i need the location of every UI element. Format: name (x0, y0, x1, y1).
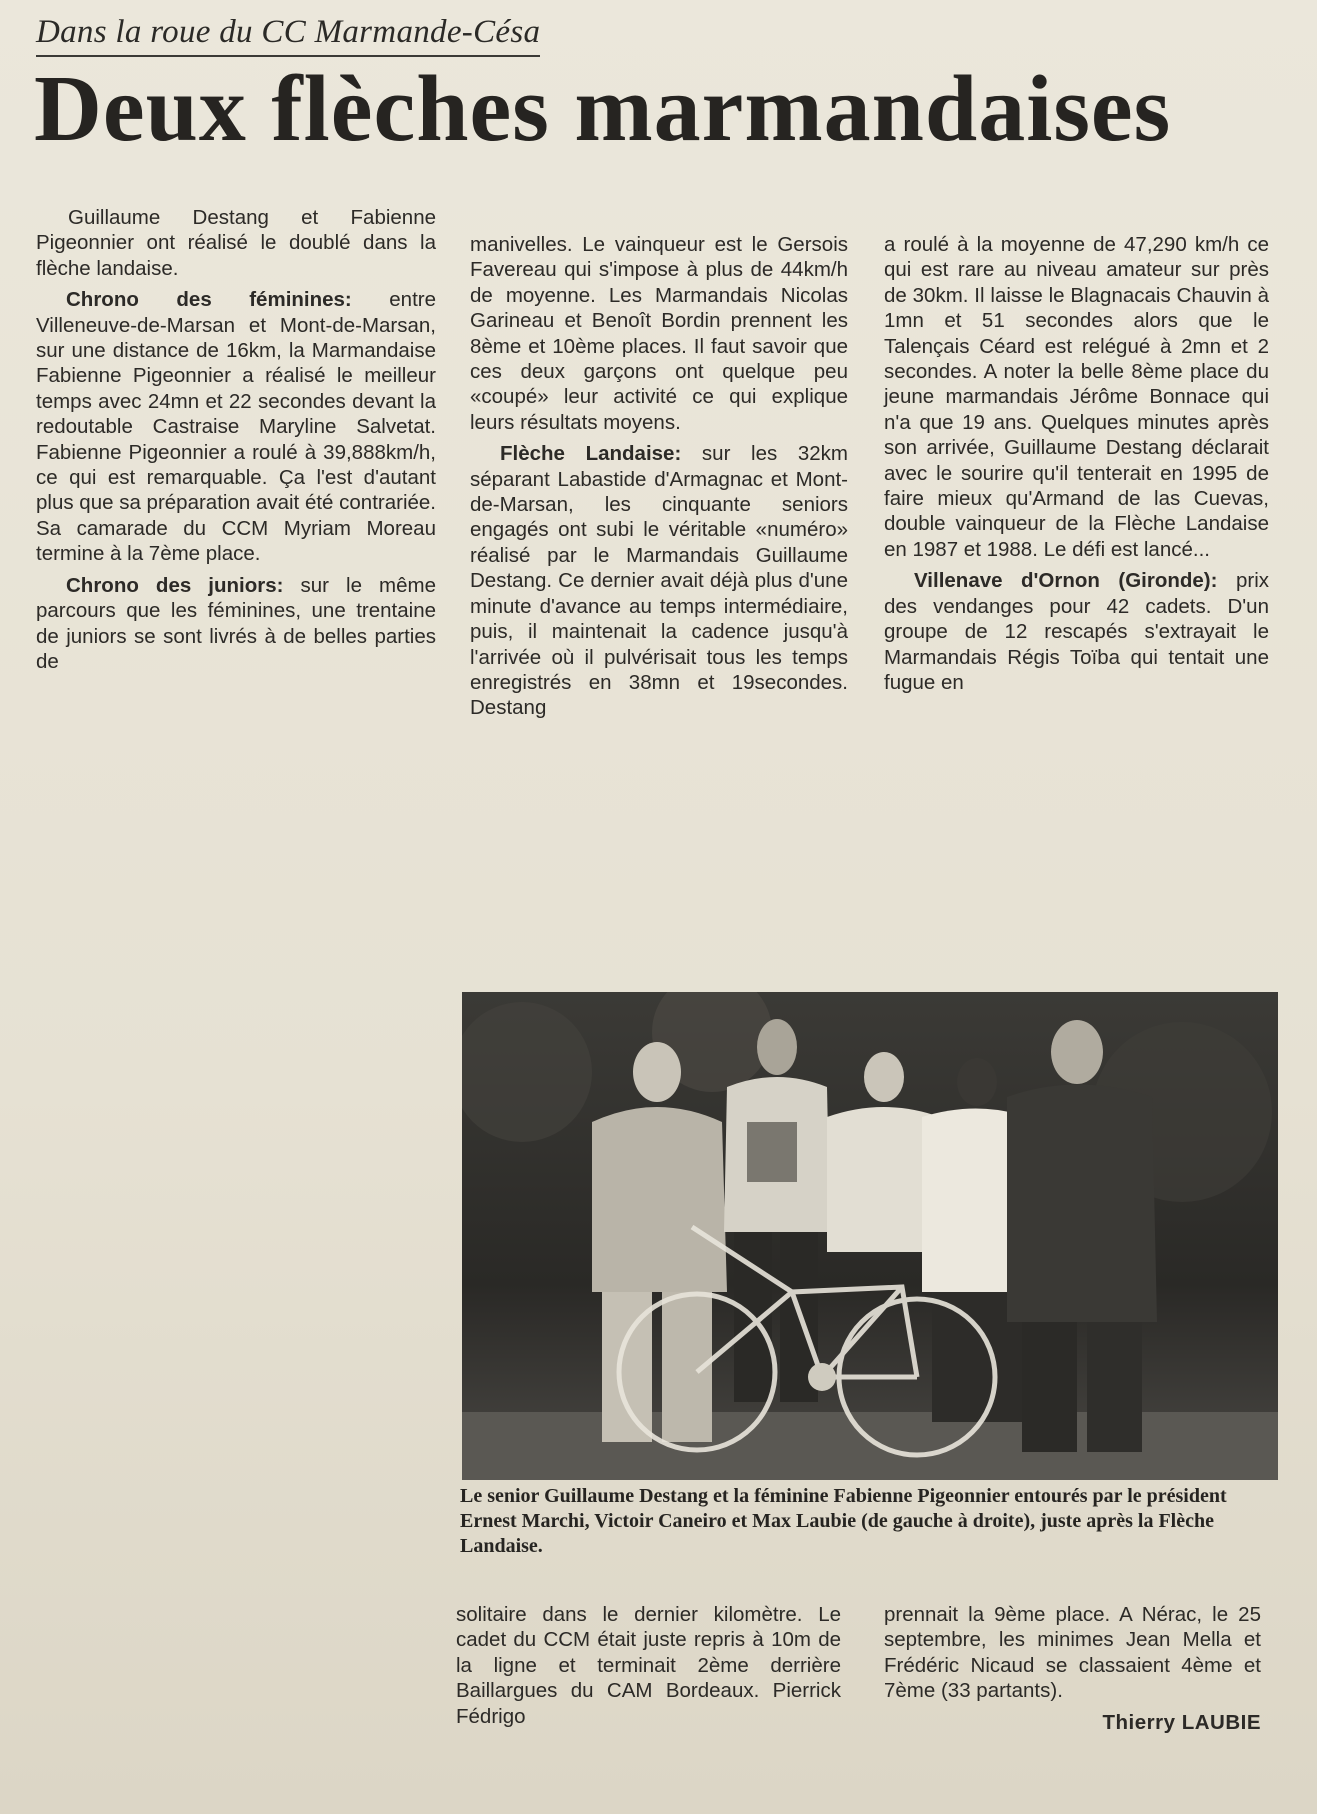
text-column-1 (36, 205, 436, 680)
text-column-5 (884, 1602, 1261, 1735)
paragraph-text: manivelles. Le vainqueur est le Gersois Favereau qui s'impose à plus de 44km/h de moyenne. Les Marmandais Nicolas Garineau et Benoît Bordin prennent les 8ème et 10ème places. Il faut savoir que ces deux garçons ont quelque peu «coupé» leur activité ce qui explique leurs résultats moyens. (470, 233, 848, 434)
photo-caption: Le senior Guillaume Destang et la féminine Fabienne Pigeonnier entourés par le président Ernest Marchi, Victoir Caneiro et Max Laubie (de gauche à droite), juste après la Flèche Landaise. (460, 1485, 1227, 1557)
section-lead: Chrono des féminines: (66, 288, 352, 312)
paragraph-text: solitaire dans le dernier kilomètre. Le cadet du CCM était juste repris à 10m de la ligne et terminait 2ème derrière Baillargues du CAM Bordeaux. Pierrick Fédrigo (456, 1603, 841, 1728)
section-lead: Flèche Landaise: (500, 442, 682, 466)
paragraph-text: entre Villeneuve-de-Marsan et Mont-de-Marsan, sur une distance de 16km, la Marmandaise Fabienne Pigeonnier a réalisé le meilleur temps avec 24mn et 22 secondes devant la redoutable Castraise Maryline Salvetat. Fabienne Pigeonnier a roulé à 39,888km/h, ce qui est remarquable. Ça l'est d'autant plus que sa préparation avait été contrariée. Sa camarade du CCM Myriam Moreau termine à la 7ème place. (36, 288, 437, 566)
section-lead: Villenave d'Ornon (Gironde): (914, 569, 1218, 593)
paragraph (470, 232, 848, 435)
paragraph-text: sur les 32km séparant Labastide d'Armagnac et Mont-de-Marsan, les cinquante seniors engagés ont subi le véritable «numéro» réalisé par le Marmandais Guillaume Destang. Ce dernier avait déjà plus d'une minute d'avance au temps intermédiaire, puis, il maintenait la cadence jusqu'à l'arrivée où il pulvérisait tous les temps enregistrés en 38mn et 19secondes. Destang (470, 442, 848, 720)
paragraph-text: prix des vendanges pour 42 cadets. D'un groupe de 12 rescapés s'extrayait le Marmandais Régis Toïba qui tentait une fugue en (884, 569, 1269, 694)
paragraph (884, 1602, 1261, 1704)
photo-illustration (462, 992, 1278, 1480)
article-kicker: Dans la roue du CC Marmande-Césa (36, 14, 540, 57)
paragraph (470, 441, 848, 720)
text-column-2 (470, 232, 848, 727)
team-photo (462, 992, 1278, 1480)
text-column-4 (456, 1602, 841, 1735)
paragraph-text: Guillaume Destang et Fabienne Pigeonnier ont réalisé le doublé dans la flèche landaise. (36, 206, 436, 280)
paragraph-text: sur le même parcours que les féminines, une trentaine de juniors se sont livrés à de belles parties de (36, 573, 437, 673)
article-headline: Deux flèches marmandaises (34, 57, 1172, 161)
section-lead: Chrono des juniors: (66, 573, 284, 597)
paragraph-text: prennait la 9ème place. A Nérac, le 25 septembre, les minimes Jean Mella et Frédéric Nicaud se classaient 4ème et 7ème (33 partants). (884, 1603, 1261, 1703)
paragraph (36, 287, 436, 566)
paragraph-text: a roulé à la moyenne de 47,290 km/h ce qui est rare au niveau amateur sur près de 30km. Il laisse le Blagnacais Chauvin à 1mn et 51 secondes alors que le Talençais Céard est relégué à 2mn et 2 secondes. A noter la belle 8ème place du jeune marmandais Jérôme Bonnace qui n'a que 19 ans. Quelques minutes après son arrivée, Guillaume Destang déclarait avec le sourire qu'il tenterait en 1995 de faire mieux qu'Armand de las Cuevas, double vainqueur de la Flèche Landaise en 1987 et 1988. Le défi est lancé... (884, 233, 1269, 561)
paragraph (884, 232, 1269, 562)
author-signature: Thierry LAUBIE (1102, 1710, 1261, 1734)
paragraph (456, 1602, 841, 1729)
paragraph (884, 568, 1269, 695)
text-column-3 (884, 232, 1269, 701)
paragraph (36, 573, 436, 675)
paragraph (36, 205, 436, 281)
